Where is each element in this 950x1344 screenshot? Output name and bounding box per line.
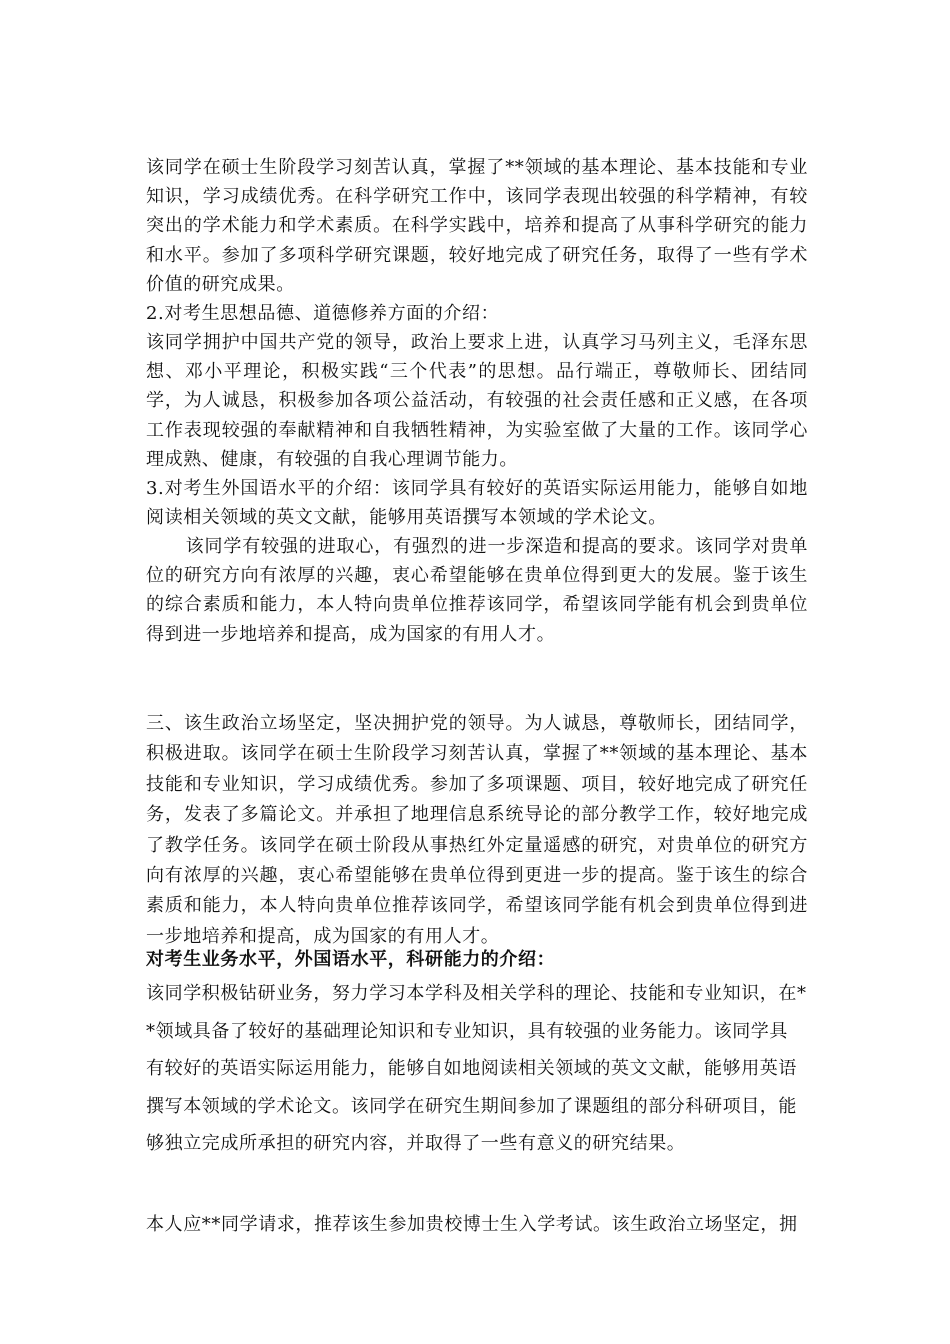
section-2-body: 该同学拥护中国共产党的领导，政治上要求上进，认真学习马列主义，毛泽东思想、邓小平理论，积极实践“三个代表”的思想。品行端正，尊敬师长、团结同学，为人诚恳，积极参加各项公益活动，有较强的社会责任感和正义感，在各项工作表现较强的奉献精神和自我牺牲精神，为实验室做了大量的工作。该同学心理成熟、健康，有较强的自我心理调节能力。 (146, 332, 808, 470)
business-ability-paragraph (146, 975, 808, 1163)
bold-heading: 对考生业务水平，外国语水平，科研能力的介绍： (146, 949, 556, 970)
section-three-paragraph: 三、该生政治立场坚定，坚决拥护党的领导。为人诚恳，尊敬师长，团结同学，积极进取。该同学在硕士生阶段学习刻苦认真，掌握了**领域的基本理论、基本技能和专业知识，学习成绩优秀。参加了多项课题、项目，较好地完成了研究任务，发表了多篇论文。并承担了地理信息系统导论的部分教学工作，较好地完成了教学任务。该同学在硕士阶段从事热红外定量遥感的研究，对贵单位的研究方向有浓厚的兴趣，衷心希望能够在贵单位得到更进一步的提高。鉴于该生的综合素质和能力，本人特向贵单位推荐该同学，希望该同学能有机会到贵单位得到进一步地培养和提高，成为国家的有用人才。 (146, 713, 808, 947)
business-line-2: *领域具备了较好的基础理论知识和专业知识，具有较强的业务能力。该同学具 (146, 1020, 788, 1042)
business-line-5: 够独立完成所承担的研究内容，并取得了一些有意义的研究结果。 (146, 1133, 686, 1155)
section-2-heading: 2.对考生思想品德、道德修养方面的介绍： (146, 303, 500, 324)
business-line-3: 有较好的英语实际运用能力，能够自如地阅读相关领域的英文文献，能够用英语 (146, 1058, 797, 1080)
section-3-foreign-language: 3.对考生外国语水平的介绍：该同学具有较好的英语实际运用能力，能够自如地阅读相关领域的英文文献，能够用英语撰写本领域的学术论文。 (146, 478, 808, 529)
final-paragraph: 本人应**同学请求，推荐该生参加贵校博士生入学考试。该生政治立场坚定，拥 (146, 1214, 798, 1235)
business-line-1: 该同学积极钻研业务，努力学习本学科及相关学科的理论、技能和专业知识，在* (146, 983, 807, 1004)
paragraph-academic-performance: 该同学在硕士生阶段学习刻苦认真，掌握了**领域的基本理论、基本技能和专业知识，学习成绩优秀。在科学研究工作中，该同学表现出较强的科学精神，有较突出的学术能力和学术素质。在科学实践中，培养和提高了从事科学研究的能力和水平。参加了多项科学研究课题，较好地完成了研究任务，取得了一些有学术价值的研究成果。 (146, 157, 808, 295)
business-line-4: 撰写本领域的学术论文。该同学在研究生期间参加了课题组的部分科研项目，能 (146, 1095, 797, 1117)
paragraph-recommendation: 该同学有较强的进取心，有强烈的进一步深造和提高的要求。该同学对贵单位的研究方向有浓厚的兴趣，衷心希望能够在贵单位得到更大的发展。鉴于该生的综合素质和能力，本人特向贵单位推荐该同学，希望该同学能有机会到贵单位得到进一步地培养和提高，成为国家的有用人才。 (146, 536, 808, 645)
